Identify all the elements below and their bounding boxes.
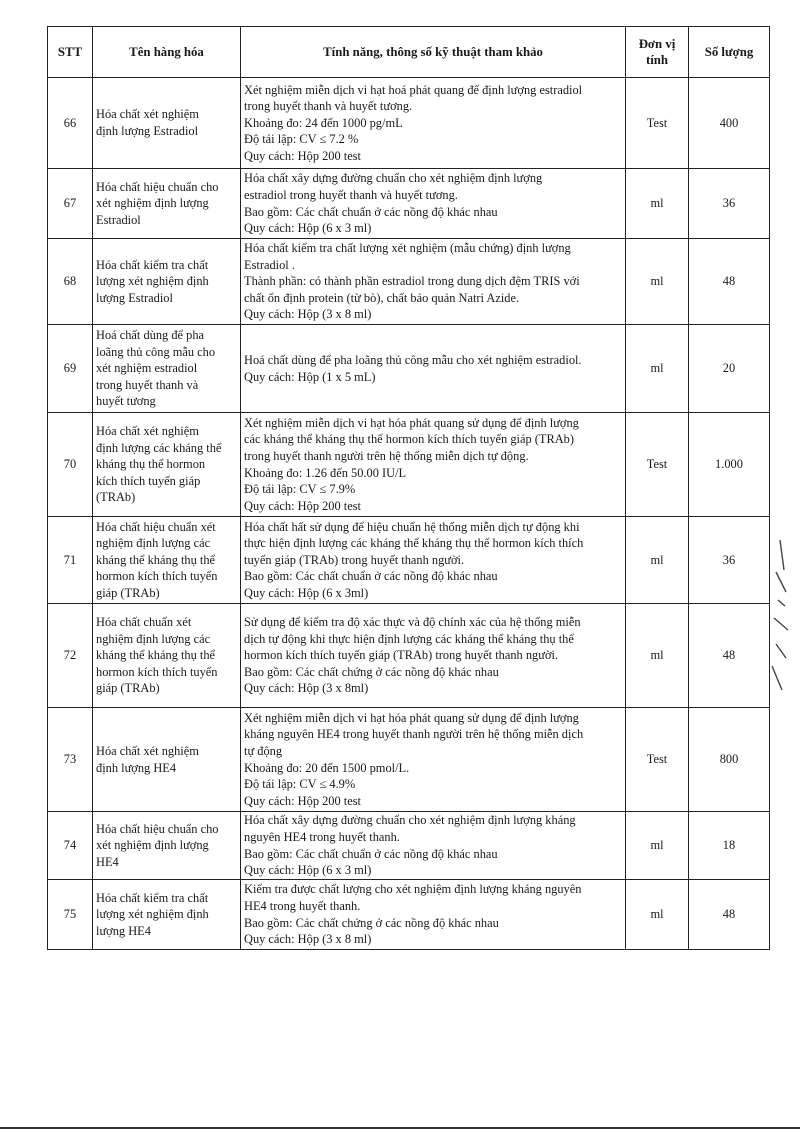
- item-name-line: xét nghiệm định lượng: [96, 838, 209, 853]
- header-stt: STT: [48, 27, 93, 78]
- item-name-line: Hóa chất xét nghiệm: [96, 424, 199, 439]
- spec-line: Hoá chất dùng để pha loãng thủ công mẫu cho xét nghiệm estradiol.: [244, 352, 582, 367]
- row-quantity: 20: [689, 325, 770, 413]
- table-row: [48, 812, 770, 880]
- item-name-line: lượng xét nghiệm định: [96, 274, 209, 289]
- item-name-line: giáp (TRAb): [96, 681, 160, 696]
- spec-line: Hóa chất kiểm tra chất lượng xét nghiệm (mẫu chứng) định lượng: [244, 241, 571, 256]
- item-name-line: lượng HE4: [96, 923, 151, 938]
- row-item-name: [93, 880, 241, 950]
- spec-line: Quy cách: Hộp (1 x 5 mL): [244, 369, 376, 384]
- table-row: [48, 708, 770, 812]
- spec-line: Độ tái lập: CV ≤ 7.2 %: [244, 132, 359, 147]
- row-specification: [241, 78, 626, 169]
- row-stt: 74: [48, 812, 93, 880]
- row-specification: [241, 169, 626, 239]
- row-unit: Test: [626, 413, 689, 517]
- header-name: Tên hàng hóa: [93, 27, 241, 78]
- specification-table: [47, 26, 770, 950]
- item-name-line: lượng xét nghiệm định: [96, 907, 209, 922]
- spec-line: Quy cách: Hộp 200 test: [244, 793, 361, 808]
- spec-line: Khoảng đo: 1.26 đến 50.00 IU/L: [244, 465, 407, 480]
- row-specification: [241, 880, 626, 950]
- row-specification: [241, 604, 626, 708]
- item-name-line: Hóa chất hiệu chuẩn cho: [96, 179, 219, 194]
- spec-line: Xét nghiệm miễn dịch vi hạt hóa phát quang sử dụng để định lượng: [244, 415, 579, 430]
- row-unit: ml: [626, 169, 689, 239]
- item-name-line: (TRAb): [96, 490, 136, 505]
- spec-line: dịch tự động khi thực hiện định lượng các kháng thể kháng thụ thể: [244, 631, 574, 646]
- item-name-line: huyết tương: [96, 394, 156, 409]
- item-name-line: Hoá chất dùng để pha: [96, 328, 205, 343]
- item-name-line: hormon kích thích tuyến: [96, 569, 218, 584]
- spec-line: HE4 trong huyết thanh.: [244, 898, 361, 913]
- item-name-line: định lượng Estradiol: [96, 124, 199, 138]
- item-name-line: Hóa chất kiểm tra chất: [96, 257, 209, 272]
- table-row: [48, 604, 770, 708]
- row-stt: 68: [48, 239, 93, 325]
- row-unit: ml: [626, 517, 689, 604]
- spec-line: chất ổn định protein (từ bò), chất bảo quản Natri Azide.: [244, 290, 520, 305]
- row-unit: ml: [626, 325, 689, 413]
- spec-line: Quy cách: Hộp (3 x 8 ml): [244, 307, 372, 322]
- item-name-line: Hóa chất hiệu chuẩn xét: [96, 519, 216, 534]
- row-specification: [241, 517, 626, 604]
- spec-line: Hóa chất hất sử dụng để hiệu chuẩn hệ thống miễn dịch tự động khi: [244, 519, 580, 534]
- table-header-row: [48, 27, 770, 78]
- spec-line: hormon kích thích tuyến giáp (TRAb) trong huyết thanh người.: [244, 648, 559, 663]
- table-row: [48, 78, 770, 169]
- item-name-line: Hóa chất xét nghiệm: [96, 107, 199, 122]
- spec-line: Hóa chất xây dựng đường chuẩn cho xét nghiệm định lượng kháng: [244, 813, 576, 828]
- item-name-line: nghiệm định lượng các: [96, 536, 211, 551]
- item-name-line: hormon kích thích tuyến: [96, 664, 218, 679]
- row-stt: 72: [48, 604, 93, 708]
- item-name-line: Estradiol: [96, 212, 141, 227]
- row-item-name: [93, 517, 241, 604]
- row-specification: [241, 239, 626, 325]
- row-item-name: [93, 413, 241, 517]
- row-unit: ml: [626, 812, 689, 880]
- row-quantity: 18: [689, 812, 770, 880]
- spec-line: kháng nguyên HE4 trong huyết thanh người trên hệ thống miễn dịch: [244, 727, 584, 742]
- spec-line: Bao gồm: Các chất chuẩn ở các nồng độ khác nhau: [244, 569, 498, 584]
- spec-line: Bao gồm: Các chất chứng ở các nồng độ khác nhau: [244, 915, 499, 930]
- spec-line: Khoảng đo: 24 đến 1000 pg/mL: [244, 115, 403, 130]
- item-name-line: HE4: [96, 854, 119, 869]
- row-specification: [241, 325, 626, 413]
- header-unit: [626, 27, 689, 78]
- spec-line: Quy cách: Hộp 200 test: [244, 498, 361, 513]
- row-unit: ml: [626, 604, 689, 708]
- header-unit-line: Đơn vị: [638, 37, 676, 51]
- header-unit-line: tính: [645, 53, 669, 67]
- row-specification: [241, 812, 626, 880]
- row-quantity: 36: [689, 517, 770, 604]
- item-name-line: Hóa chất hiệu chuẩn cho: [96, 821, 219, 836]
- spec-line: Hóa chất xây dựng đường chuẩn cho xét nghiệm định lượng: [244, 171, 543, 186]
- row-quantity: 48: [689, 239, 770, 325]
- spec-line: Bao gồm: Các chất chứng ở các nồng độ khác nhau: [244, 664, 499, 679]
- row-stt: 71: [48, 517, 93, 604]
- item-name-line: Hóa chất chuẩn xét: [96, 615, 192, 630]
- spec-line: Thành phần: có thành phần estradiol trong dung dịch đệm TRIS với: [244, 274, 580, 289]
- table-body: [48, 78, 770, 950]
- spec-line: trong huyết thanh người trên hệ thống miễn dịch tự động.: [244, 448, 529, 463]
- item-name-line: định lượng các kháng thể: [96, 440, 222, 455]
- item-name-line: giáp (TRAb): [96, 585, 160, 600]
- spec-line: Kiểm tra được chất lượng cho xét nghiệm định lượng kháng nguyên: [244, 882, 582, 897]
- item-name-line: Hóa chất kiểm tra chất: [96, 890, 209, 905]
- spec-line: tự động: [244, 743, 283, 758]
- spec-line: Xét nghiệm miễn dịch vi hạt hóa phát quang sử dụng để định lượng: [244, 710, 579, 725]
- spec-line: Quy cách: Hộp (6 x 3ml): [244, 585, 369, 600]
- row-item-name: [93, 169, 241, 239]
- row-quantity: 36: [689, 169, 770, 239]
- row-unit: ml: [626, 239, 689, 325]
- item-name-line: trong huyết thanh và: [96, 377, 199, 392]
- table-row: [48, 413, 770, 517]
- row-stt: 66: [48, 78, 93, 169]
- spec-line: Quy cách: Hộp (6 x 3 ml): [244, 863, 372, 878]
- header-spec: Tính năng, thông số kỹ thuật tham khảo: [241, 27, 626, 78]
- item-name-line: kháng thể kháng thụ thể: [96, 552, 216, 567]
- table-row: [48, 880, 770, 950]
- item-name-line: xét nghiệm estradiol: [96, 361, 198, 376]
- row-quantity: 400: [689, 78, 770, 169]
- row-specification: [241, 413, 626, 517]
- spec-line: Độ tái lập: CV ≤ 4.9%: [244, 777, 356, 792]
- spec-line: Quy cách: Hộp 200 test: [244, 148, 361, 163]
- item-name-line: nghiệm định lượng các: [96, 631, 211, 646]
- row-stt: 73: [48, 708, 93, 812]
- spec-line: Khoảng đo: 20 đến 1500 pmol/L.: [244, 760, 410, 775]
- row-unit: ml: [626, 880, 689, 950]
- row-quantity: 1.000: [689, 413, 770, 517]
- item-name-line: lượng Estradiol: [96, 290, 173, 305]
- spec-line: Quy cách: Hộp (3 x 8ml): [244, 681, 369, 696]
- spec-line: tuyến giáp (TRAb) trong huyết thanh người.: [244, 552, 465, 567]
- row-item-name: [93, 239, 241, 325]
- spec-line: Bao gồm: Các chất chuẩn ở các nồng độ khác nhau: [244, 204, 498, 219]
- spec-line: Xét nghiệm miễn dịch vi hạt hoá phát quang để định lượng estradiol: [244, 82, 583, 97]
- spec-line: nguyên HE4 trong huyết thanh.: [244, 829, 400, 844]
- row-stt: 69: [48, 325, 93, 413]
- spec-line: trong huyết thanh và huyết tương.: [244, 99, 413, 114]
- row-item-name: [93, 604, 241, 708]
- spec-line: Độ tái lập: CV ≤ 7.9%: [244, 482, 356, 497]
- row-specification: [241, 708, 626, 812]
- row-quantity: 48: [689, 604, 770, 708]
- spec-line: Estradiol .: [244, 257, 295, 272]
- row-item-name: [93, 708, 241, 812]
- spec-line: các kháng thể kháng thụ thể hormon kích thích tuyến giáp (TRAb): [244, 432, 574, 447]
- row-unit: Test: [626, 708, 689, 812]
- table-row: [48, 169, 770, 239]
- item-name-line: Hóa chất xét nghiệm: [96, 743, 199, 758]
- spec-line: Quy cách: Hộp (3 x 8 ml): [244, 932, 372, 947]
- item-name-line: xét nghiệm định lượng: [96, 196, 209, 211]
- row-item-name: [93, 812, 241, 880]
- item-name-line: kích thích tuyến giáp: [96, 473, 201, 488]
- header-qty: Số lượng: [689, 27, 770, 78]
- spec-line: estradiol trong huyết thanh và huyết tương.: [244, 187, 458, 202]
- spec-line: Quy cách: Hộp (6 x 3 ml): [244, 221, 372, 236]
- row-stt: 70: [48, 413, 93, 517]
- table-row: [48, 239, 770, 325]
- row-item-name: [93, 78, 241, 169]
- row-quantity: 48: [689, 880, 770, 950]
- row-item-name: [93, 325, 241, 413]
- item-name-line: kháng thể kháng thụ thể: [96, 648, 216, 663]
- spec-line: Sử dụng để kiểm tra độ xác thực và độ chính xác của hệ thống miễn: [244, 615, 581, 630]
- spec-line: Bao gồm: Các chất chuẩn ở các nồng độ khác nhau: [244, 846, 498, 861]
- table-row: [48, 325, 770, 413]
- row-quantity: 800: [689, 708, 770, 812]
- handwritten-margin-mark: [766, 540, 794, 690]
- row-unit: Test: [626, 78, 689, 169]
- row-stt: 67: [48, 169, 93, 239]
- item-name-line: loãng thủ công mẫu cho: [96, 344, 216, 359]
- table-row: [48, 517, 770, 604]
- item-name-line: định lượng HE4: [96, 760, 177, 775]
- spec-line: thực hiện định lượng các kháng thể kháng thụ thể hormon kích thích: [244, 536, 584, 551]
- item-name-line: kháng thụ thể hormon: [96, 457, 206, 472]
- row-stt: 75: [48, 880, 93, 950]
